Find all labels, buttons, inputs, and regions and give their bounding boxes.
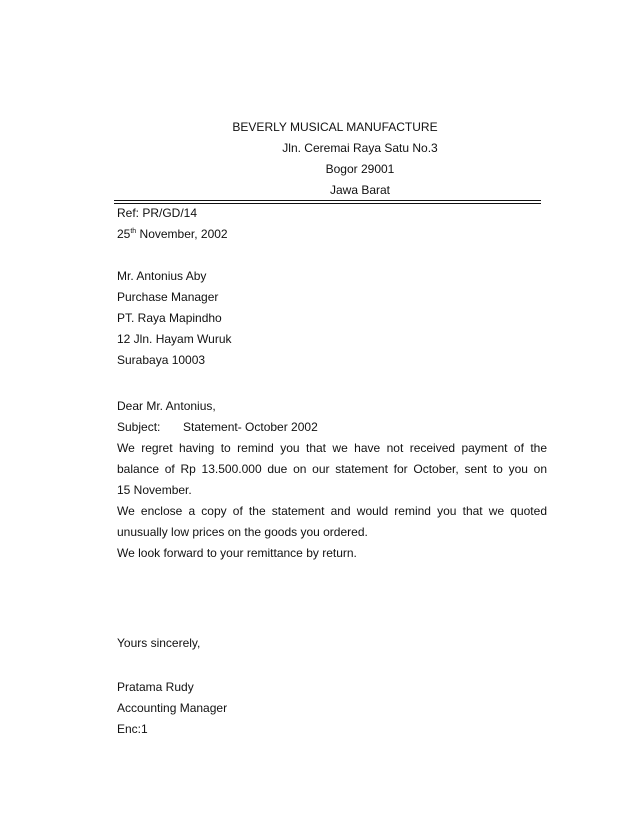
paragraph3: We look forward to your remittance by return. (117, 546, 357, 560)
recipient-name: Mr. Antonius Aby (117, 269, 207, 283)
paragraph2-line1: We enclose a copy of the statement and would remind you that we quoted (117, 504, 547, 518)
signer-title: Accounting Manager (117, 701, 228, 715)
date-day: 25 (117, 227, 131, 241)
recipient-title: Purchase Manager (117, 290, 219, 304)
letter-body (117, 396, 547, 564)
enclosure: Enc:1 (117, 722, 148, 736)
date-rest: November, 2002 (136, 227, 228, 241)
subject-line (117, 417, 547, 438)
paragraph1-line1: We regret having to remind you that we have not received payment of the (117, 441, 547, 455)
company-city: Bogor 29001 (325, 162, 395, 176)
reference-block (117, 203, 547, 245)
company-province: Jawa Barat (329, 183, 391, 197)
recipient-block (117, 266, 547, 371)
paragraph1-line3: 15 November. (117, 483, 192, 497)
recipient-company: PT. Raya Mapindho (117, 311, 222, 325)
paragraph2-line2: unusually low prices on the goods you ordered. (117, 525, 368, 539)
salutation: Dear Mr. Antonius, (117, 399, 216, 413)
subject-value: Statement- October 2002 (183, 420, 318, 434)
subject-label: Subject: (117, 420, 161, 434)
recipient-street: 12 Jln. Hayam Wuruk (117, 332, 232, 346)
letterhead (117, 117, 541, 201)
closing: Yours sincerely, (117, 636, 201, 650)
closing-block (117, 633, 547, 654)
recipient-city: Surabaya 10003 (117, 353, 206, 367)
signer-name: Pratama Rudy (117, 680, 194, 694)
letter-date (117, 224, 547, 245)
date-suffix: th (130, 228, 137, 235)
company-name: BEVERLY MUSICAL MANUFACTURE (232, 120, 438, 134)
letterhead-divider (114, 200, 541, 201)
company-street: Jln. Ceremai Raya Satu No.3 (282, 141, 438, 155)
signature-block (117, 677, 547, 740)
reference-number: Ref: PR/GD/14 (117, 206, 198, 220)
paragraph1-line2: balance of Rp 13.500.000 due on our statement for October, sent to you on (117, 462, 547, 476)
